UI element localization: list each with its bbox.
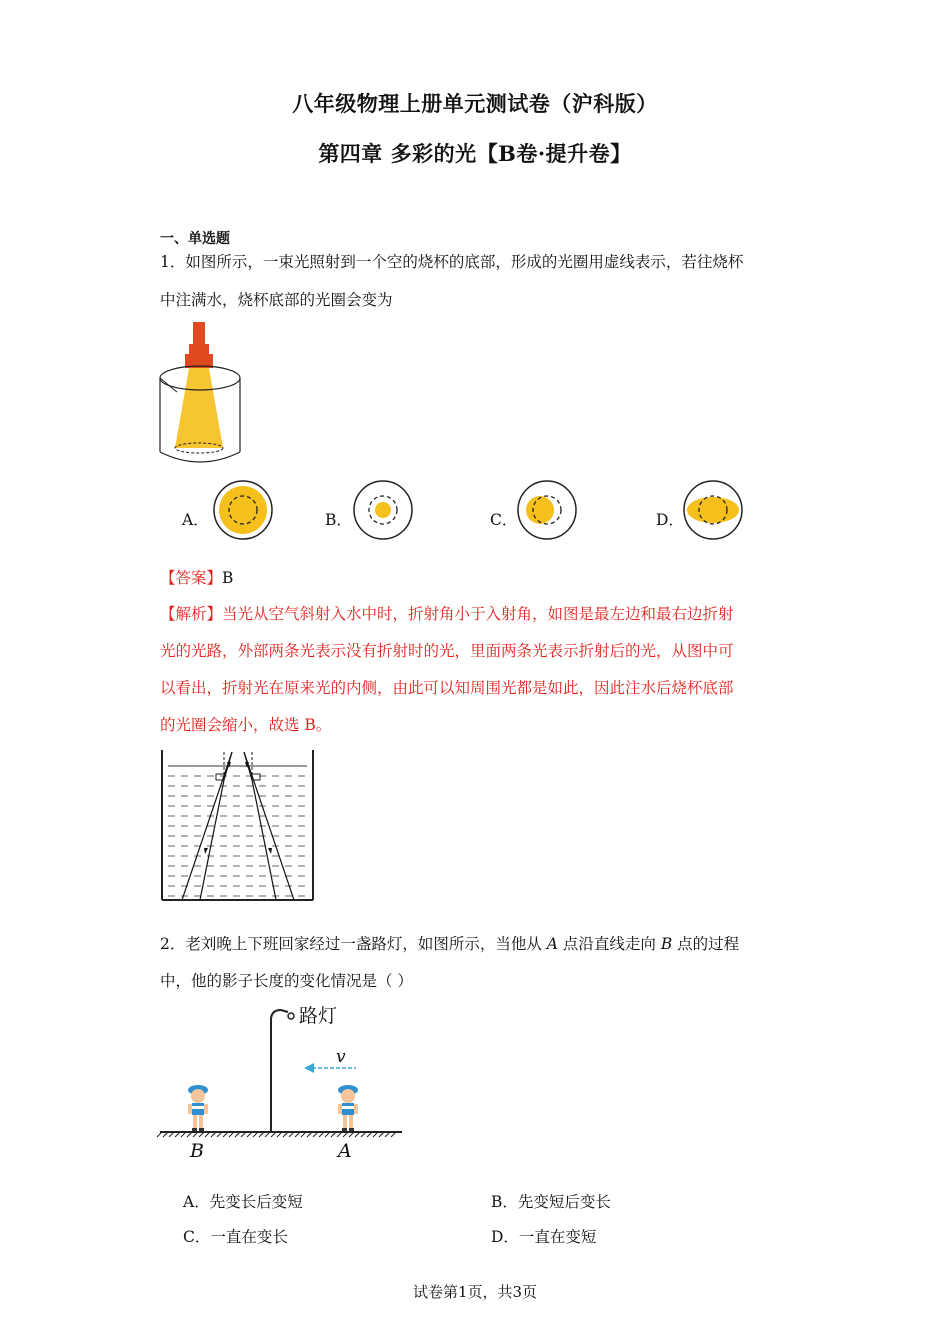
page-footer: 试卷第1页，共3页 [412, 1283, 538, 1301]
person-at-a-icon [338, 1085, 358, 1131]
option-d-label[interactable]: D． [656, 511, 684, 529]
option-d-figure[interactable] [682, 479, 744, 541]
water-surface-lines [168, 776, 305, 896]
q2-choice-c[interactable]: C．一直在变长 [183, 1228, 288, 1246]
section-title: 一、单选题 [160, 231, 230, 247]
option-c-figure[interactable] [516, 479, 578, 541]
ray-refracted-left [200, 780, 224, 900]
option-a-figure[interactable] [212, 479, 274, 541]
streetlamp-figure [160, 1002, 405, 1167]
lamp-label: 路灯 [299, 1005, 338, 1027]
exam-subtitle: 第四章 多彩的光【B卷·提升卷】 [318, 141, 632, 166]
exam-title: 八年级物理上册单元测试卷（沪科版） [292, 91, 658, 116]
answer-tag: 【答案】 [160, 569, 223, 587]
q1-analysis-line4: 的光圈会缩小，故选 B。 [160, 716, 332, 734]
q1-analysis-line1: 【解析】当光从空气斜射入水中时，折射角小于入射角，如图是最左边和最右边折射 [160, 605, 734, 623]
q1-text-line2: 中注满水，烧杯底部的光圈会变为 [160, 291, 393, 309]
ray-refracted-right [252, 780, 276, 900]
point-a-label: A [338, 1140, 352, 1162]
option-a-label[interactable]: A． [182, 511, 209, 529]
q2-text-line1: 2．老刘晚上下班回家经过一盏路灯，如图所示，当他从 A 点沿直线走向 B 点的过程 [160, 935, 740, 953]
q1-answer [160, 568, 233, 588]
option-b-label[interactable]: B． [325, 511, 352, 529]
q1-analysis-line2: 光的光路，外部两条光表示没有折射时的光，里面两条光表示折射后的光，从图中可 [160, 642, 734, 660]
person-at-b-icon [188, 1085, 208, 1131]
beaker-bottom [160, 452, 240, 462]
point-b-label: B [190, 1140, 204, 1162]
q1-beaker-figure [155, 320, 250, 470]
option-b-figure[interactable] [352, 479, 414, 541]
q2-choice-d[interactable]: D．一直在变短 [491, 1228, 597, 1246]
flashlight-body [193, 322, 205, 344]
light-beam [175, 368, 223, 448]
q2-choice-a[interactable]: A．先变长后变短 [183, 1193, 303, 1211]
q2-text-line2: 中，他的影子长度的变化情况是（ ） [160, 972, 413, 990]
q1-text-line1: 1．如图所示，一束光照射到一个空的烧杯的底部，形成的光圈用虚线表示，若往烧杯 [160, 253, 744, 271]
q2-choice-b[interactable]: B．先变短后变长 [491, 1193, 611, 1211]
q1-analysis-line3: 以看出，折射光在原来光的内侧，由此可以知周围光都是如此，因此注水后烧杯底部 [160, 679, 734, 697]
velocity-label: v [336, 1047, 346, 1067]
option-c-label[interactable]: C． [490, 511, 518, 529]
lamp-bulb-icon [288, 1013, 294, 1019]
analysis-tag: 【解析】 [160, 605, 223, 623]
flashlight-neck [189, 344, 209, 354]
answer-value: B [222, 569, 234, 587]
refraction-figure [160, 748, 315, 903]
